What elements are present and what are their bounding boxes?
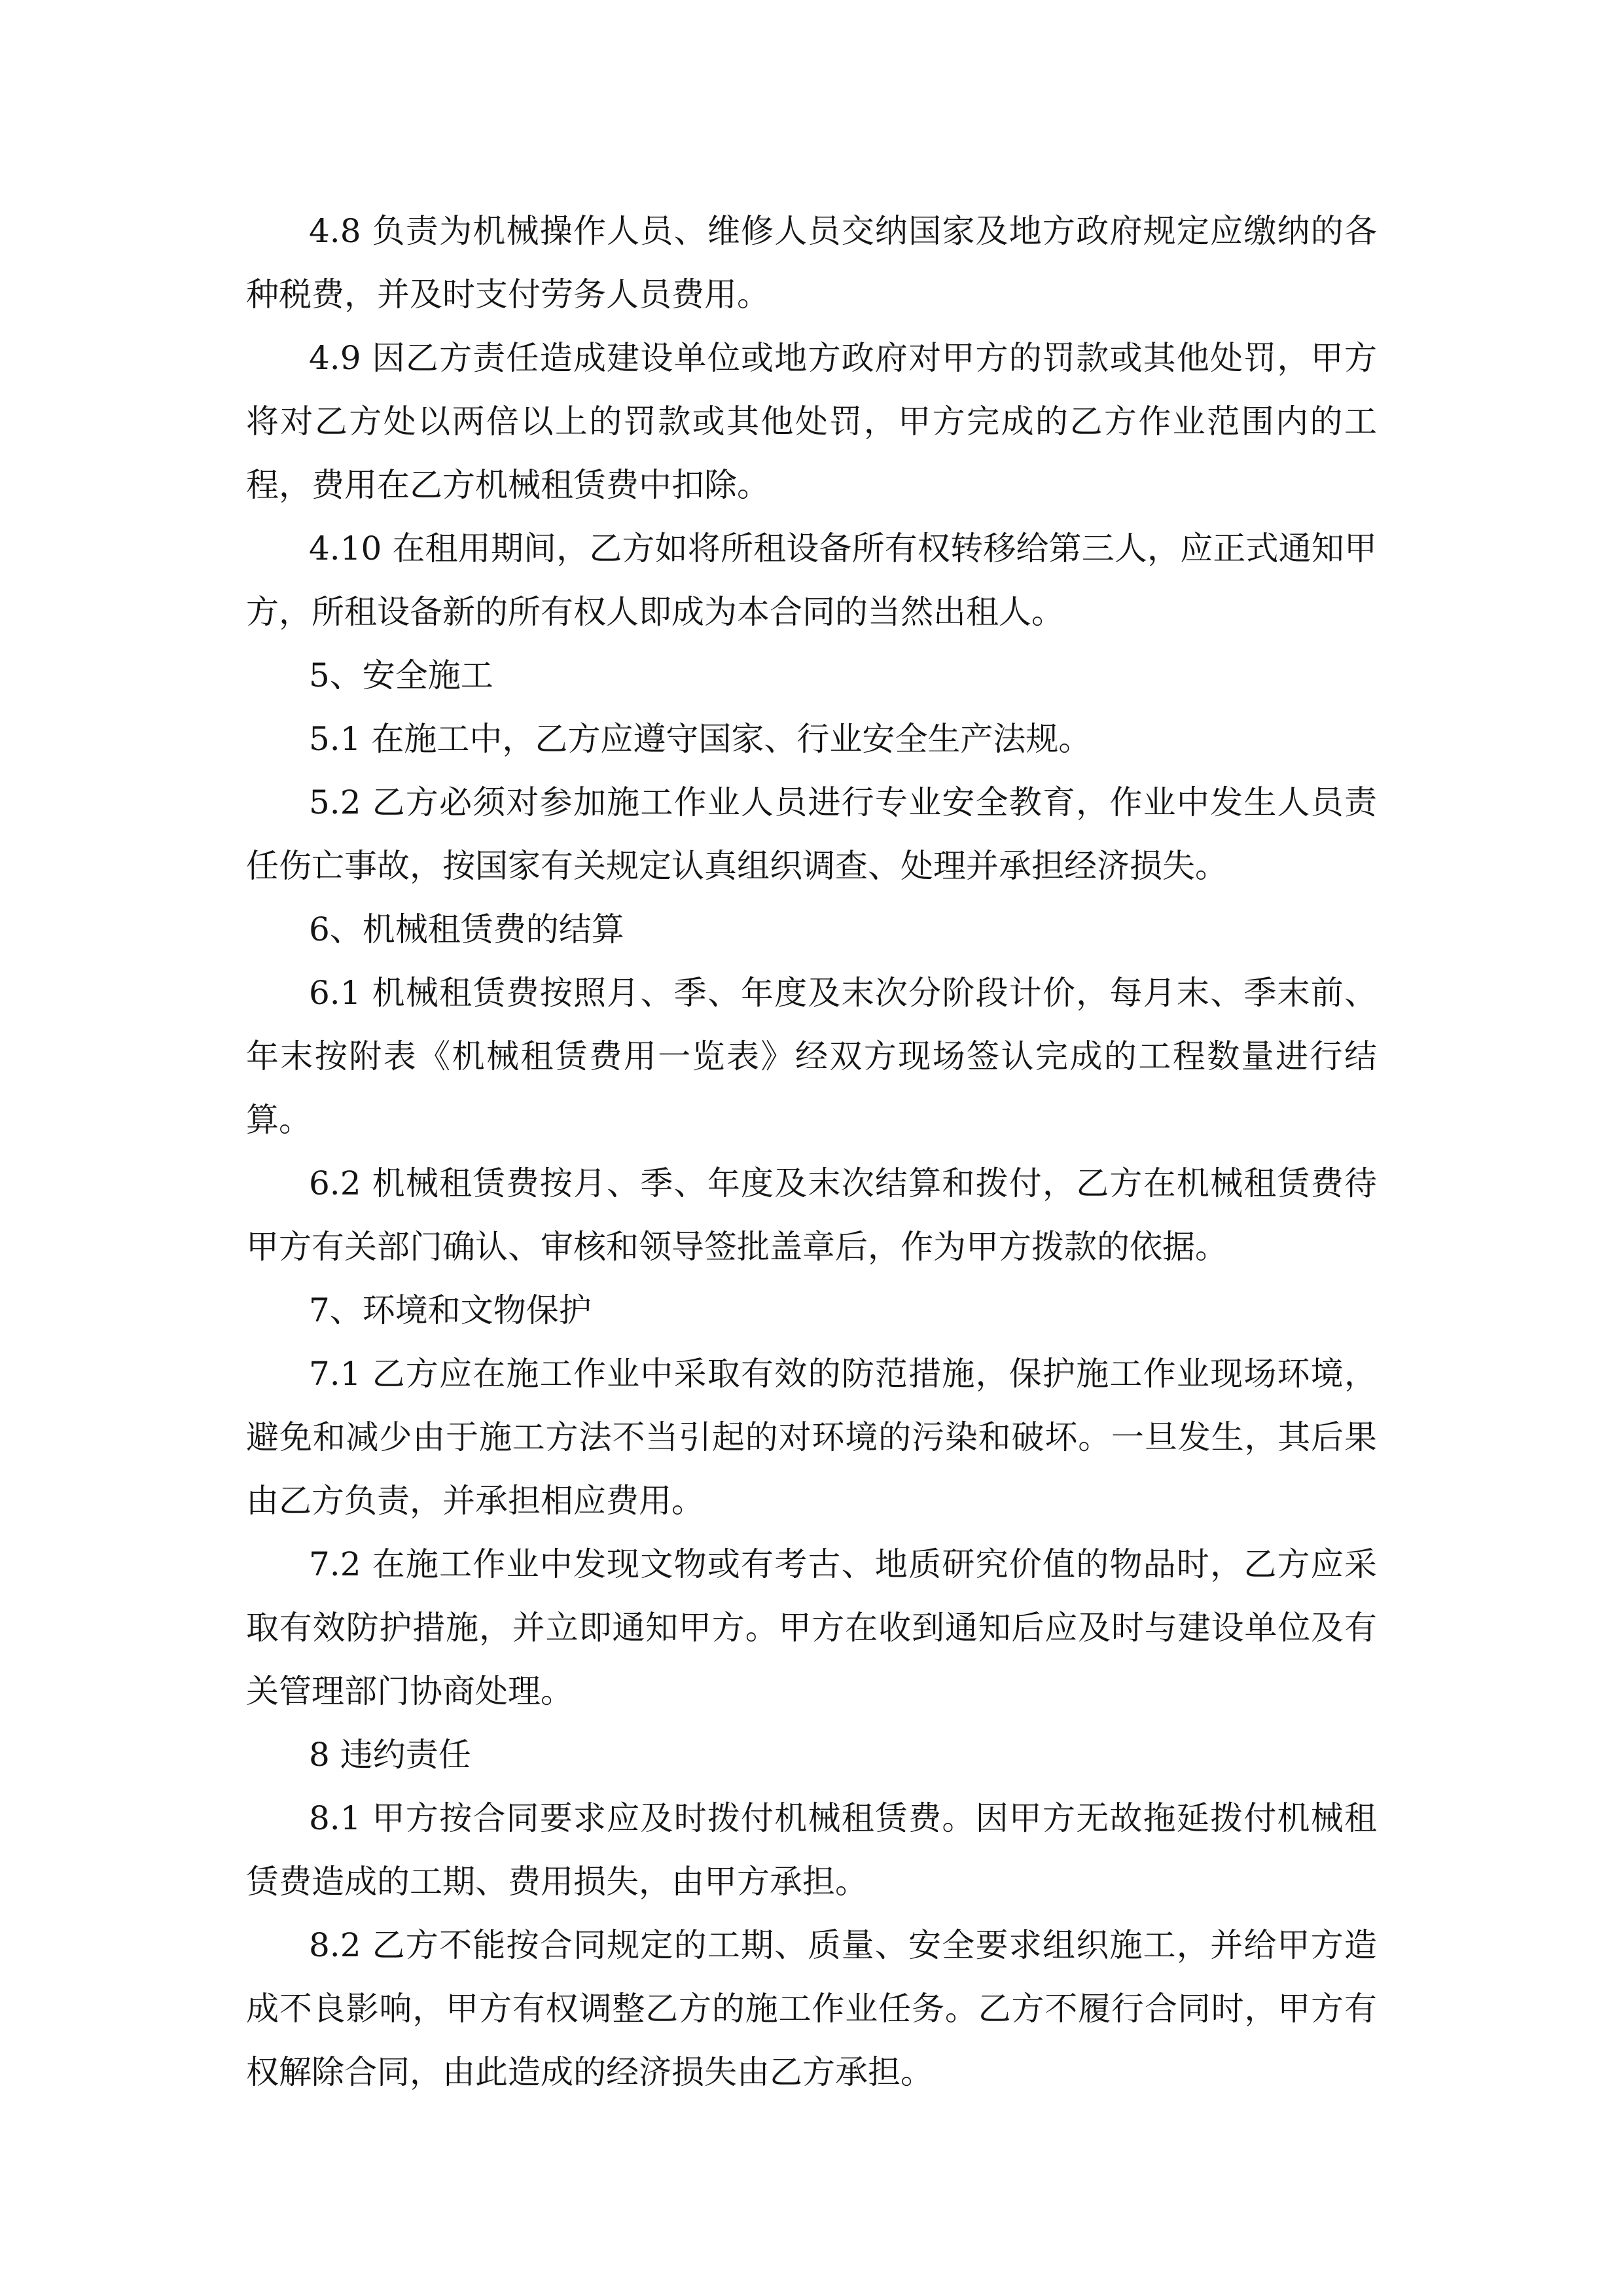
paragraph-5-2: 5.2 乙方必须对参加施工作业人员进行专业安全教育，作业中发生人员责任伤亡事故，按国家有关规定认真组织调查、处理并承担经济损失。 — [246, 783, 1377, 885]
paragraph-5-1: 5.1 在施工中，乙方应遵守国家、行业安全生产法规。 — [309, 720, 1092, 758]
document-body — [246, 200, 1377, 2104]
paragraph-7-1: 7.1 乙方应在施工作业中采取有效的防范措施，保护施工作业现场环境，避免和减少由于施工方法不当引起的对环境的污染和破坏。一旦发生，其后果由乙方负责，并承担相应费用。 — [246, 1355, 1377, 1520]
section-heading-8: 8 违约责任 — [309, 1736, 471, 1774]
paragraph-4-10: 4.10 在租用期间，乙方如将所租设备所有权转移给第三人，应正式通知甲方，所租设备新的所有权人即成为本合同的当然出租人。 — [246, 529, 1377, 631]
paragraph-6-2: 6.2 机械租赁费按月、季、年度及末次结算和拨付，乙方在机械租赁费待甲方有关部门确认、审核和领导签批盖章后，作为甲方拨款的依据。 — [246, 1164, 1377, 1266]
paragraph-7-2: 7.2 在施工作业中发现文物或有考古、地质研究价值的物品时，乙方应采取有效防护措施，并立即通知甲方。甲方在收到通知后应及时与建设单位及有关管理部门协商处理。 — [246, 1545, 1377, 1710]
paragraph-8-1: 8.1 甲方按合同要求应及时拨付机械租赁费。因甲方无故拖延拨付机械租赁费造成的工期、费用损失，由甲方承担。 — [246, 1799, 1377, 1901]
section-heading-6: 6、机械租赁费的结算 — [309, 910, 624, 948]
paragraph-4-8: 4.8 负责为机械操作人员、维修人员交纳国家及地方政府规定应缴纳的各种税费，并及时支付劳务人员费用。 — [246, 212, 1377, 314]
paragraph-4-9: 4.9 因乙方责任造成建设单位或地方政府对甲方的罚款或其他处罚，甲方将对乙方处以两倍以上的罚款或其他处罚，甲方完成的乙方作业范围内的工程，费用在乙方机械租赁费中扣除。 — [246, 339, 1377, 504]
section-heading-7: 7、环境和文物保护 — [309, 1291, 592, 1329]
section-heading-5: 5、安全施工 — [309, 656, 493, 694]
paragraph-6-1: 6.1 机械租赁费按照月、季、年度及末次分阶段计价，每月末、季末前、年末按附表《机械租赁费用一览表》经双方现场签认完成的工程数量进行结算。 — [246, 974, 1377, 1139]
paragraph-8-2: 8.2 乙方不能按合同规定的工期、质量、安全要求组织施工，并给甲方造成不良影响，甲方有权调整乙方的施工作业任务。乙方不履行合同时，甲方有权解除合同，由此造成的经济损失由乙方承担。 — [246, 1926, 1377, 2091]
